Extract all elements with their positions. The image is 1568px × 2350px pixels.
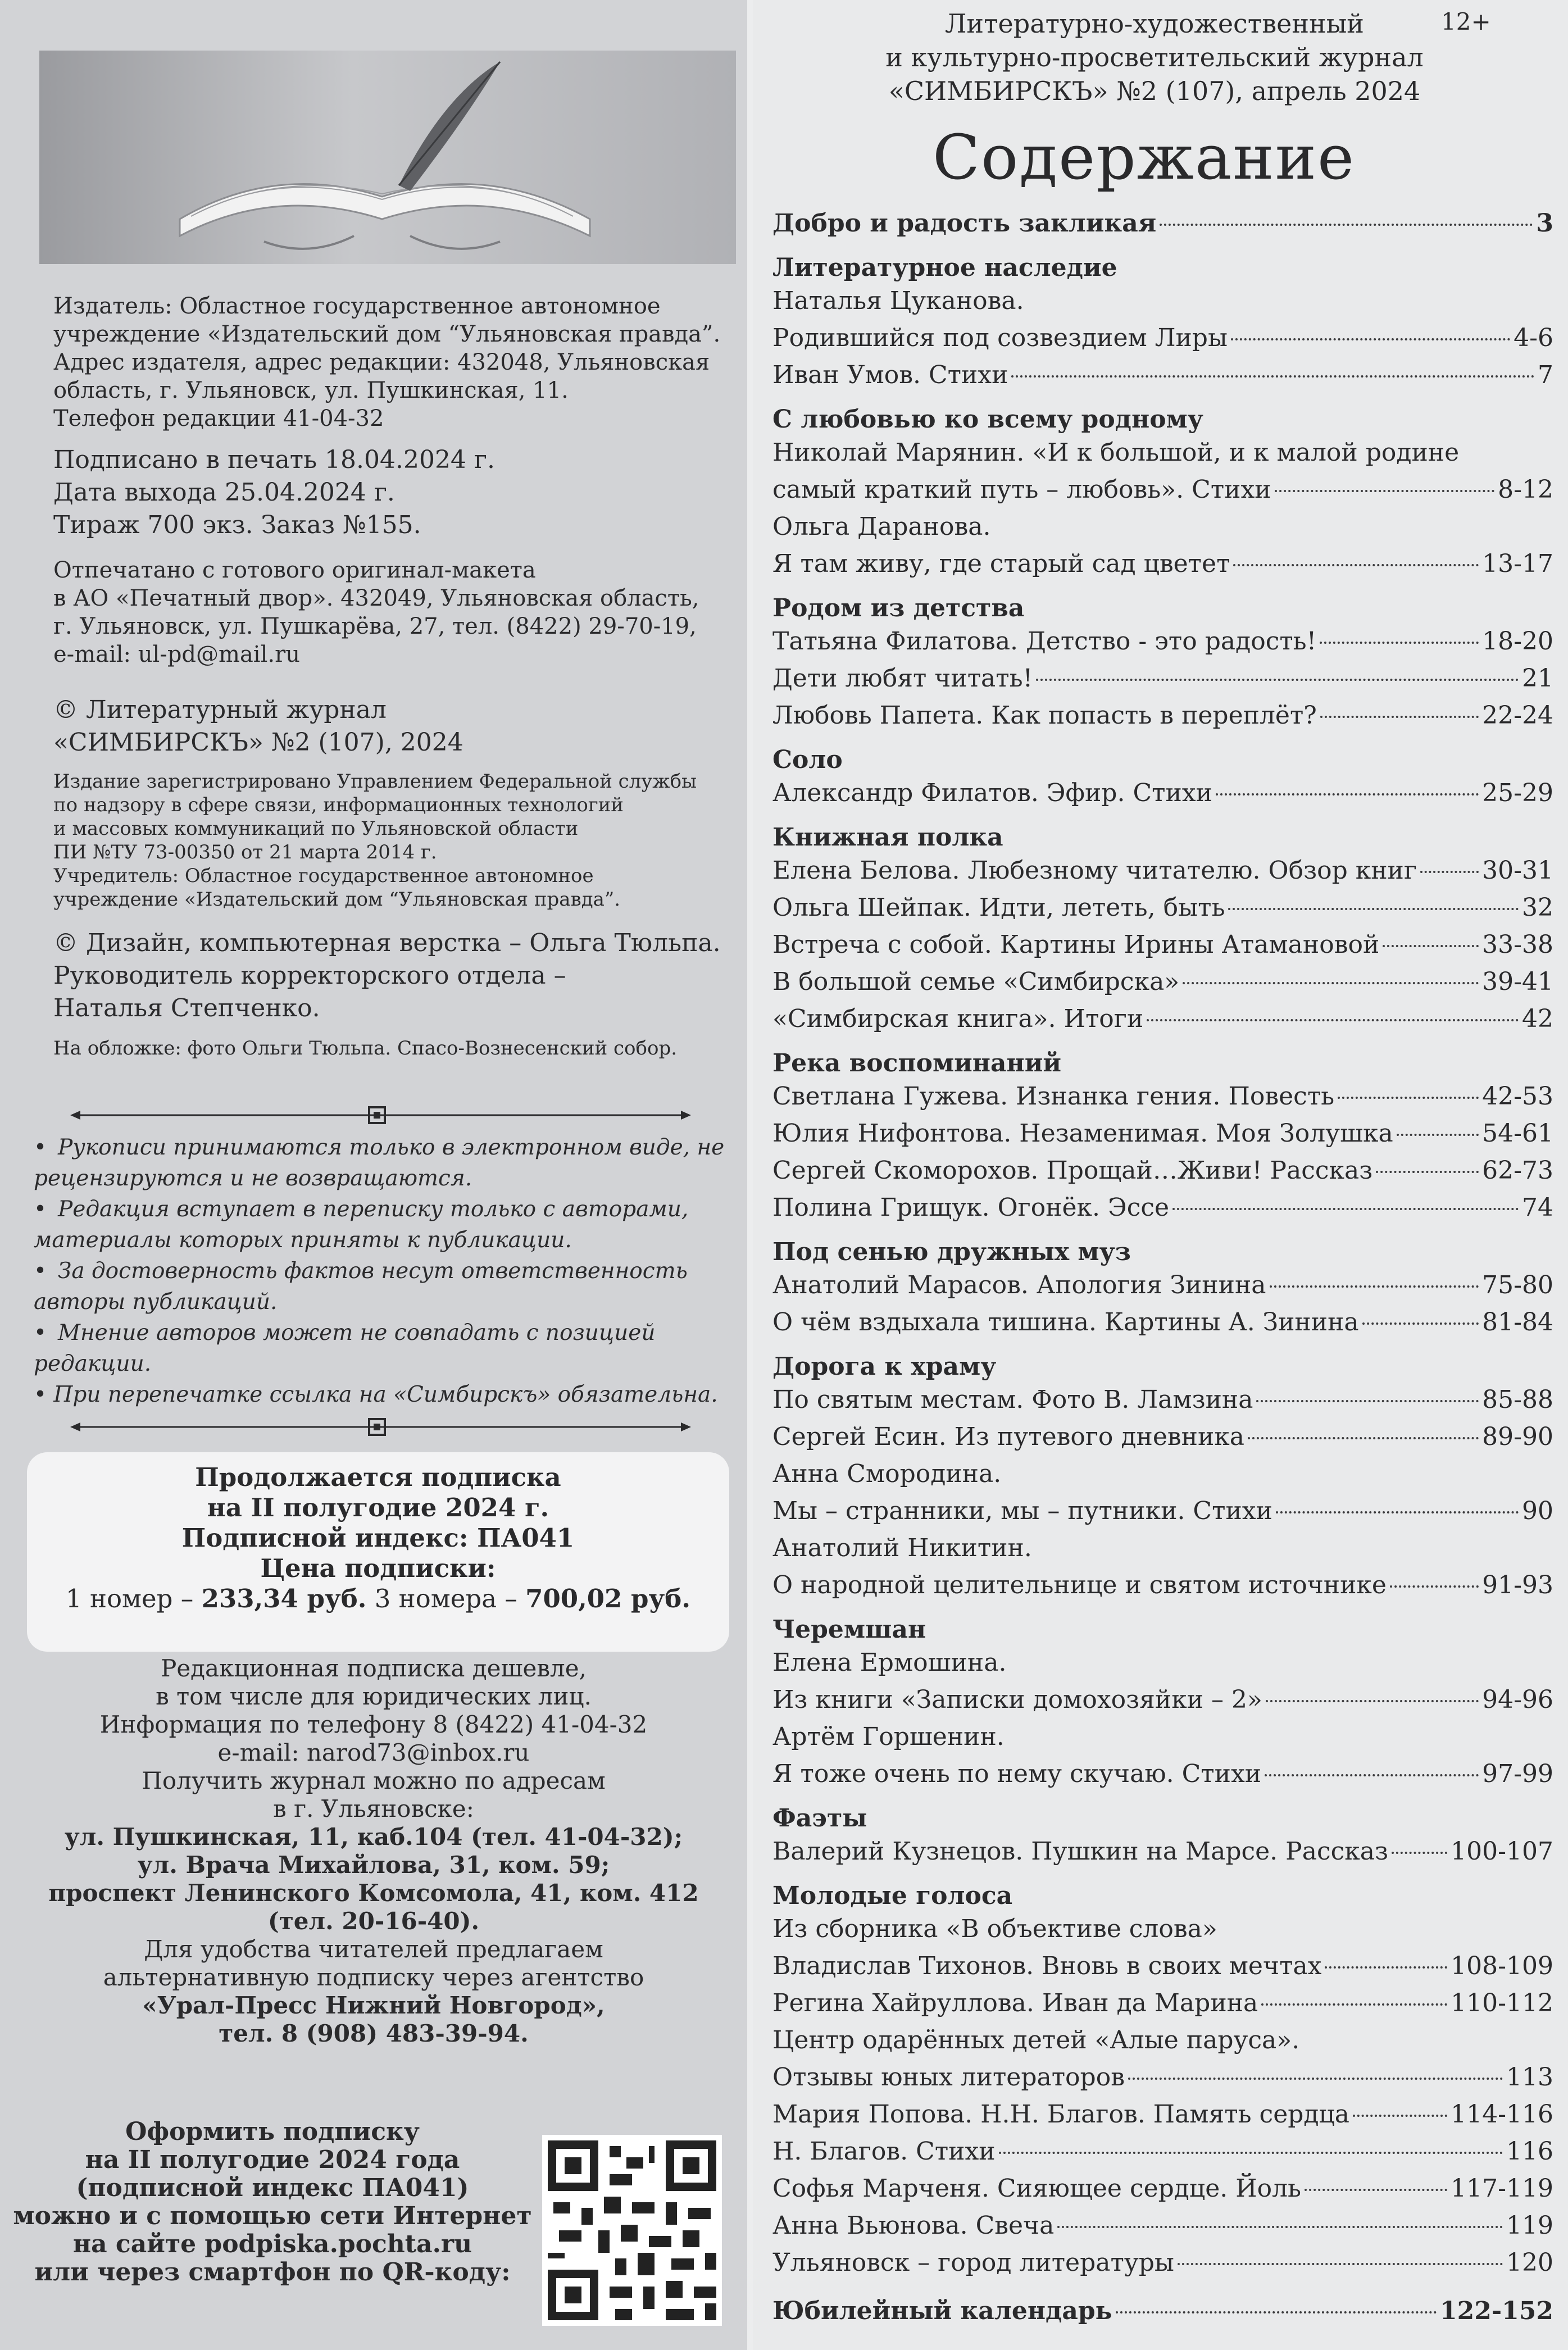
dot-leader	[1183, 982, 1479, 984]
subscription-prices: 1 номер – 233,34 руб. 3 номера – 700,02 руб.	[66, 1584, 690, 1613]
toc-entry[interactable]	[772, 2170, 1553, 2207]
toc-section	[772, 1238, 1553, 1341]
toc-page-number: 32	[1522, 893, 1553, 922]
toc-entry-title: Мария Попова. Н.Н. Благов. Память сердца	[772, 2100, 1350, 2129]
toc-entry[interactable]	[772, 1115, 1553, 1152]
toc-entry-title: Добро и радость закликая	[772, 209, 1157, 238]
toc-entry-title: Ольга Даранова.	[772, 512, 991, 541]
toc-entry-title: Александр Филатов. Эфир. Стихи	[772, 779, 1212, 807]
toc-page-number: 97-99	[1482, 1760, 1553, 1788]
registration-block	[53, 770, 733, 911]
dot-leader	[1320, 716, 1479, 718]
dot-leader	[1270, 1285, 1479, 1288]
address-line: (тел. 20-16-40).	[267, 1907, 480, 1935]
subscription-info: Редакционная подписка дешевле, в том числе для юридических лиц. Информация по телефону 8 (8422) 41-04-32 e-mail: narod73@inbox.ru Получить журнал можно по адресам в г. Ульяновске: ул. Пушкинская, 11, каб.104 (тел. 41-04-32); ул. Врача Михайлова, 31, ком. 59; проспект Ленинского Комсомола, 41, ком. 412 (тел. 20-16-40). Для удобства читателей предлагаем альтернативную подписку через агентство «Урал-Пресс Нижний Новгород», тел. 8 (908) 483-39-94.	[22, 1654, 725, 2048]
toc-entry-title: Татьяна Филатова. Детство - это радость!	[772, 627, 1317, 656]
toc-entry-title: Сергей Есин. Из путевого дневника	[772, 1422, 1245, 1451]
toc-page-number: 116	[1506, 2137, 1553, 2166]
toc-entry[interactable]	[772, 2244, 1553, 2281]
toc-page-number: 108-109	[1451, 1952, 1553, 1980]
toc-section	[772, 405, 1553, 583]
toc-entry-title: Елена Белова. Любезному читателю. Обзор книг	[772, 856, 1417, 885]
toc-entry-title: Юлия Нифонтова. Незаменимая. Моя Золушка	[772, 1119, 1393, 1148]
dot-leader	[1233, 564, 1479, 566]
imprint-line: Дата выхода 25.04.2024 г.	[53, 478, 395, 507]
toc-section-title: Фаэты	[772, 1804, 867, 1833]
toc-section-title: С любовью ко всему родному	[772, 405, 1203, 434]
toc-entry[interactable]	[772, 852, 1553, 889]
toc-entry[interactable]	[772, 1644, 1553, 1681]
toc-entry[interactable]	[772, 775, 1553, 812]
toc-entry[interactable]	[772, 2096, 1553, 2133]
toc-section-title: Родом из детства	[772, 594, 1025, 622]
toc-entry-title: Сергей Скоморохов. Прощай…Живи! Рассказ	[772, 1156, 1373, 1185]
toc-section-title: Река воспоминаний	[772, 1049, 1061, 1078]
imprint-line: в АО «Печатный двор». 432049, Ульяновская область,	[53, 585, 699, 611]
toc-page-number: 42	[1522, 1004, 1553, 1033]
toc-entry[interactable]	[772, 1911, 1553, 1948]
dot-leader	[1325, 1966, 1447, 1969]
dot-leader	[1128, 2078, 1503, 2080]
subscription-line: Продолжается подписка	[195, 1462, 561, 1492]
dot-leader	[1305, 2189, 1447, 2191]
toc-section	[772, 205, 1553, 242]
imprint-line: г. Ульяновск, ул. Пушкарёва, 27, тел. (8422) 29-70-19,	[53, 613, 697, 639]
dot-leader	[1261, 2003, 1447, 2006]
rule-item: • Редакция вступает в переписку только с авторами, материалы которых приняты к публикации.	[34, 1197, 689, 1253]
open-book-quill-icon	[39, 51, 736, 264]
address-line: ул. Врача Михайлова, 31, ком. 59;	[137, 1851, 610, 1879]
imprint-line: ПИ №ТУ 73-00350 от 21 марта 2014 г.	[53, 841, 437, 863]
toc-section	[772, 594, 1553, 734]
toc-page-number: 30-31	[1482, 856, 1553, 885]
toc-entry-title: Из сборника «В объективе слова»	[772, 1915, 1217, 1943]
dot-leader	[1392, 1852, 1447, 1854]
imprint-line: Учредитель: Областное государственное автономное	[53, 865, 594, 887]
toc-entry-title: По святым местам. Фото В. Ламзина	[772, 1385, 1253, 1414]
toc-entry-title: Владислав Тихонов. Вновь в своих мечтах	[772, 1952, 1322, 1980]
imprint-line: область, г. Ульяновск, ул. Пушкинская, 11.	[53, 378, 569, 403]
toc-section-title: Молодые голоса	[772, 1881, 1013, 1910]
imprint-line: «СИМБИРСКЪ» №2 (107), 2024	[53, 728, 463, 757]
toc-entry[interactable]	[772, 434, 1553, 471]
subscription-price-label: Цена подписки:	[260, 1553, 496, 1583]
age-rating-badge: 12+	[1441, 8, 1491, 35]
dot-leader	[1362, 1322, 1479, 1325]
book-quill-banner	[39, 51, 736, 264]
toc-page-number: 113	[1506, 2063, 1553, 2092]
imprint-line: по надзору в сфере связи, информационных технологий	[53, 794, 624, 816]
toc-page-number: 89-90	[1482, 1422, 1553, 1451]
dot-leader	[1276, 1511, 1519, 1513]
toc-section-title: Черемшан	[772, 1615, 926, 1644]
toc-page-number: 25-29	[1482, 779, 1553, 807]
toc-page-number: 117-119	[1451, 2174, 1553, 2203]
table-of-contents	[772, 194, 1553, 2330]
toc-page-number: 42-53	[1482, 1082, 1553, 1111]
dot-leader	[1116, 2311, 1437, 2313]
toc-section-title: Дорога к храму	[772, 1352, 997, 1381]
toc-entry-title: Анатолий Марасов. Апология Зинина	[772, 1271, 1266, 1299]
dot-leader	[1256, 1400, 1479, 1402]
toc-section	[772, 2293, 1553, 2330]
toc-entry-title: Анна Вьюнова. Свеча	[772, 2211, 1055, 2240]
toc-section	[772, 1615, 1553, 1793]
toc-page-number: 54-61	[1482, 1119, 1553, 1148]
dot-leader	[1057, 2226, 1503, 2228]
imprint-line: Наталья Степченко.	[53, 994, 320, 1022]
toc-section-title: Литературное наследие	[772, 253, 1117, 282]
toc-entry[interactable]	[772, 1567, 1553, 1604]
toc-entry[interactable]	[772, 660, 1553, 697]
toc-page-number: 91-93	[1482, 1571, 1553, 1599]
toc-entry-title: Отзывы юных литераторов	[772, 2063, 1125, 2092]
toc-entry-title: Родившийся под созвездием Лиры	[772, 324, 1228, 352]
toc-entry[interactable]	[772, 2059, 1553, 2096]
toc-entry[interactable]	[772, 1681, 1553, 1719]
toc-page-number: 94-96	[1482, 1685, 1553, 1714]
toc-entry[interactable]	[772, 1756, 1553, 1793]
toc-entry-title: Регина Хайруллова. Иван да Марина	[772, 1989, 1258, 2017]
imprint-line: © Литературный журнал	[53, 696, 387, 724]
toc-entry[interactable]	[772, 471, 1553, 508]
toc-section	[772, 253, 1553, 394]
toc-section-title: Под сенью дружных муз	[772, 1238, 1131, 1266]
toc-section-title: Книжная полка	[772, 823, 1003, 852]
rule-item: • При перепечатке ссылка на «Симбирскъ» обязательна.	[34, 1382, 718, 1407]
dot-leader	[1420, 871, 1479, 873]
toc-section	[772, 1352, 1553, 1604]
toc-section	[772, 823, 1553, 1038]
dot-leader	[1338, 1097, 1479, 1099]
toc-entry[interactable]	[772, 1001, 1553, 1038]
dot-leader	[1147, 1019, 1519, 1021]
toc-page-number: 81-84	[1482, 1308, 1553, 1337]
dot-leader	[1216, 793, 1479, 796]
toc-entry[interactable]	[772, 205, 1553, 242]
toc-page-number: 18-20	[1482, 627, 1553, 656]
imprint-line: и массовых коммуникаций по Ульяновской области	[53, 817, 579, 840]
toc-page-number: 39-41	[1482, 967, 1553, 996]
contents-page	[753, 0, 1568, 2350]
toc-entry-title: Я там живу, где старый сад цветет	[772, 549, 1230, 578]
toc-entry[interactable]	[772, 1078, 1553, 1115]
toc-entry-title: Центр одарённых детей «Алые паруса».	[772, 2026, 1300, 2054]
imprint-line: Адрес издателя, адрес редакции: 432048, Ульяновская	[53, 349, 710, 375]
toc-section	[772, 1804, 1553, 1870]
toc-page-number: 8-12	[1498, 475, 1553, 504]
dot-leader	[1383, 945, 1479, 947]
toc-entry-title: Светлана Гужева. Изнанка гения. Повесть	[772, 1082, 1335, 1111]
printer-block	[53, 556, 733, 669]
toc-section	[772, 1049, 1553, 1226]
toc-page-number: 13-17	[1482, 549, 1553, 578]
toc-entry[interactable]	[772, 357, 1553, 394]
toc-entry[interactable]	[772, 508, 1553, 546]
toc-entry-title: Анатолий Никитин.	[772, 1534, 1032, 1562]
toc-section-title: Соло	[772, 746, 843, 774]
toc-entry[interactable]	[772, 2207, 1553, 2244]
subscription-line: на II полугодие 2024 г.	[207, 1493, 549, 1522]
toc-entry-title: Николай Марянин. «И к большой, и к малой родине	[772, 438, 1460, 467]
toc-section	[772, 746, 1553, 812]
publisher-block	[53, 292, 733, 433]
rule-item: • За достоверность фактов несут ответственность авторы публикаций.	[34, 1258, 688, 1315]
ornament-divider	[70, 1104, 691, 1126]
dot-leader	[1266, 1700, 1479, 1702]
toc-entry[interactable]	[772, 1985, 1553, 2022]
toc-entry-title: самый краткий путь – любовь». Стихи	[772, 475, 1271, 504]
imprint-line: Телефон редакции 41-04-32	[53, 406, 384, 431]
dot-leader	[1265, 1774, 1479, 1776]
toc-entry-title: Любовь Папета. Как попасть в переплёт?	[772, 701, 1317, 730]
toc-entry-title: О народной целительнице и святом источнике	[772, 1571, 1387, 1599]
toc-page-number: 100-107	[1451, 1837, 1553, 1866]
toc-page-number: 120	[1506, 2248, 1553, 2277]
toc-entry-title: Иван Умов. Стихи	[772, 361, 1008, 389]
toc-entry[interactable]	[772, 926, 1553, 963]
dot-leader	[1397, 1134, 1479, 1136]
toc-entry-title: Ольга Шейпак. Идти, лететь, быть	[772, 893, 1225, 922]
toc-page-number: 21	[1522, 664, 1553, 693]
dot-leader	[1275, 490, 1495, 492]
subscription-index: Подписной индекс: ПА041	[181, 1523, 575, 1553]
toc-section	[772, 1881, 1553, 2281]
imprint-line: Руководитель корректорского отдела –	[53, 961, 566, 990]
toc-entry-title: Артём Горшенин.	[772, 1722, 1005, 1751]
toc-entry[interactable]	[772, 1719, 1553, 1756]
toc-entry-title: «Симбирская книга». Итоги	[772, 1004, 1144, 1033]
toc-page-number: 122-152	[1440, 2297, 1553, 2325]
dot-leader	[1248, 1437, 1479, 1439]
dot-leader	[1160, 224, 1533, 226]
toc-entry-title: Софья Марченя. Сияющее сердце. Йоль	[772, 2174, 1301, 2203]
toc-entry-title: Анна Смородина.	[772, 1460, 1002, 1488]
dot-leader	[1228, 908, 1519, 910]
toc-page-number: 22-24	[1482, 701, 1553, 730]
toc-entry[interactable]	[772, 1189, 1553, 1226]
toc-entry-title: Наталья Цуканова.	[772, 287, 1024, 315]
toc-entry[interactable]	[772, 1419, 1553, 1456]
toc-entry-title: Юбилейный календарь	[772, 2297, 1112, 2325]
qr-code-icon[interactable]	[542, 2135, 722, 2326]
imprint-line: Тираж 700 экз. Заказ №155.	[53, 511, 421, 539]
toc-entry[interactable]	[772, 1948, 1553, 1985]
toc-entry[interactable]	[772, 1493, 1553, 1530]
address-line: проспект Ленинского Комсомола, 41, ком. 412	[48, 1879, 699, 1907]
toc-entry-title: Дети любят читать!	[772, 664, 1033, 693]
toc-entry-title: Валерий Кузнецов. Пушкин на Марсе. Рассказ	[772, 1837, 1389, 1866]
toc-entry[interactable]	[772, 623, 1553, 660]
dot-leader	[1178, 2263, 1503, 2265]
toc-page-number: 7	[1538, 361, 1553, 389]
ornament-divider	[70, 1416, 691, 1438]
toc-entry[interactable]	[772, 2022, 1553, 2059]
dot-leader	[1353, 2115, 1447, 2117]
toc-entry[interactable]	[772, 963, 1553, 1001]
dot-leader	[1011, 375, 1534, 378]
toc-entry[interactable]	[772, 697, 1553, 734]
imprint-line: Отпечатано с готового оригинал-макета	[53, 557, 536, 583]
toc-page-number: 3	[1536, 209, 1553, 238]
toc-entry[interactable]	[772, 1833, 1553, 1870]
toc-page-number: 74	[1522, 1193, 1553, 1222]
toc-entry-title: Из книги «Записки домохозяйки – 2»	[772, 1685, 1262, 1714]
design-credits-block	[53, 927, 733, 1025]
dot-leader	[1036, 679, 1519, 681]
subscription-box	[27, 1452, 729, 1652]
toc-page-number: 119	[1506, 2211, 1553, 2240]
toc-entry-title: Встреча с собой. Картины Ирины Атамановой	[772, 930, 1380, 959]
imprint-line: Издатель: Областное государственное автономное	[53, 293, 661, 319]
toc-page-number: 110-112	[1451, 1989, 1553, 2017]
toc-entry[interactable]	[772, 1304, 1553, 1341]
online-subscription: Оформить подписку на II полугодие 2024 года (подписной индекс ПА041) можно и с помощью сети Интернет на сайте podpiska.pochta.ru или через смартфон по QR-коду:	[13, 2117, 532, 2287]
dot-leader	[1172, 1208, 1519, 1210]
toc-entry-title: Мы – странники, мы – путники. Стихи	[772, 1497, 1272, 1525]
toc-page-number: 62-73	[1482, 1156, 1553, 1185]
toc-entry[interactable]	[772, 1152, 1553, 1189]
toc-entry[interactable]	[772, 283, 1553, 320]
toc-page-number: 4-6	[1514, 324, 1553, 352]
imprint-line: e-mail: ul-pd@mail.ru	[53, 642, 300, 667]
toc-entry[interactable]	[772, 1381, 1553, 1419]
toc-page-number: 90	[1522, 1497, 1553, 1525]
toc-entry-title: Елена Ермошина.	[772, 1648, 1007, 1677]
toc-entry[interactable]	[772, 1456, 1553, 1493]
dot-leader	[1320, 642, 1479, 644]
toc-entry[interactable]	[772, 320, 1553, 357]
dot-leader	[1390, 1585, 1479, 1588]
dot-leader	[1231, 338, 1510, 340]
toc-entry[interactable]	[772, 546, 1553, 583]
imprint-line: учреждение «Издательский дом “Ульяновская правда”.	[53, 888, 621, 911]
imprint-line: Подписано в печать 18.04.2024 г.	[53, 446, 495, 474]
toc-entry[interactable]	[772, 889, 1553, 926]
toc-entry[interactable]	[772, 2293, 1553, 2330]
toc-entry-title: Н. Благов. Стихи	[772, 2137, 996, 2166]
cover-credit: На обложке: фото Ольги Тюльпа. Спасо-Вознесенский собор.	[53, 1037, 678, 1060]
rule-item: • Рукописи принимаются только в электронном виде, не рецензируются и не возвращаются.	[34, 1135, 725, 1191]
toc-page-number: 33-38	[1482, 930, 1553, 959]
toc-entry-title: В большой семье «Симбирска»	[772, 967, 1180, 996]
imprint-line: учреждение «Издательский дом “Ульяновская правда”.	[53, 321, 721, 347]
rule-item: • Мнение авторов может не совпадать с позицией редакции.	[34, 1320, 656, 1376]
toc-entry[interactable]	[772, 1267, 1553, 1304]
address-line: ул. Пушкинская, 11, каб.104 (тел. 41-04-32);	[64, 1823, 683, 1851]
toc-entry-title: Ульяновск – город литературы	[772, 2248, 1174, 2277]
journal-header: Литературно-художественный и культурно-просветительский журнал «СИМБИРСКЪ» №2 (107), апрель 2024	[885, 8, 1424, 106]
imprint-line: Издание зарегистрировано Управлением Федеральной службы	[53, 770, 697, 793]
page-title: Содержание	[933, 121, 1356, 193]
toc-page-number: 85-88	[1482, 1385, 1553, 1414]
copyright-block	[53, 694, 733, 759]
toc-entry[interactable]	[772, 2133, 1553, 2170]
toc-entry-title: Полина Грищук. Огонёк. Эссе	[772, 1193, 1170, 1222]
imprint-column	[0, 0, 747, 2350]
toc-entry[interactable]	[772, 1530, 1553, 1567]
imprint-line: © Дизайн, компьютерная верстка – Ольга Тюльпа.	[53, 929, 721, 957]
submission-rules	[34, 1132, 725, 1410]
dot-leader	[1376, 1171, 1479, 1173]
toc-entry-title: Я тоже очень по нему скучаю. Стихи	[772, 1760, 1262, 1788]
toc-page-number: 114-116	[1451, 2100, 1553, 2129]
dot-leader	[999, 2152, 1503, 2154]
toc-entry-title: О чём вздыхала тишина. Картины А. Зинина	[772, 1308, 1359, 1337]
toc-page-number: 75-80	[1482, 1271, 1553, 1299]
print-info-block	[53, 444, 733, 542]
